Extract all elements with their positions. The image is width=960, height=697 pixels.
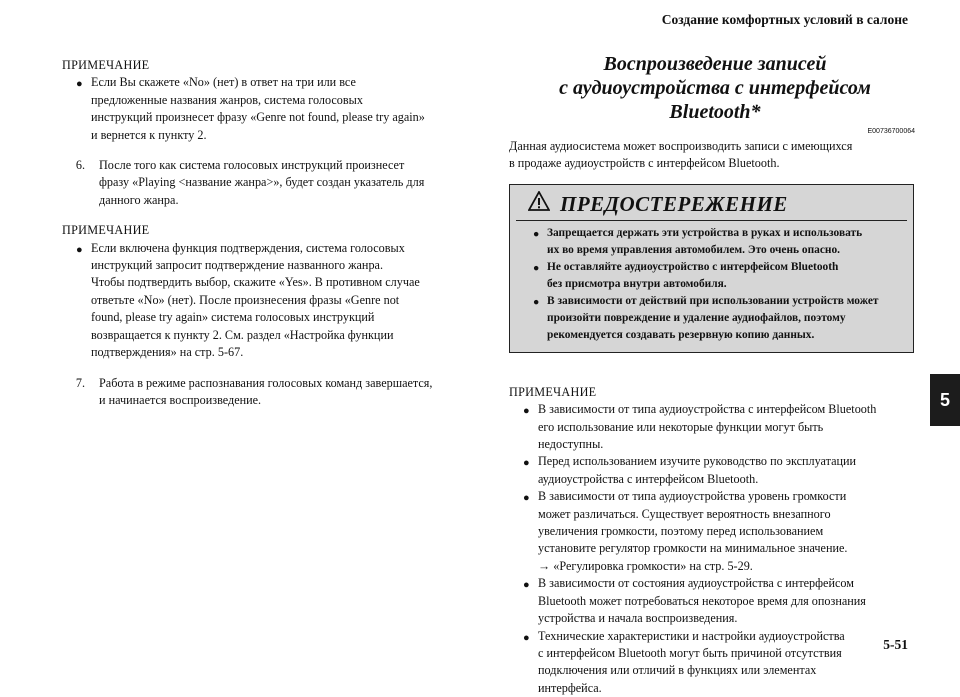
note-bullet bbox=[62, 74, 482, 144]
section-title-line: Воспроизведение записей bbox=[511, 52, 919, 76]
bullet-line: Bluetooth может потребоваться некоторое время для опознания bbox=[538, 593, 919, 610]
page-number: 5-51 bbox=[883, 637, 908, 653]
bullet-line: инструкций запросит подтверждение названного жанра. bbox=[91, 257, 482, 274]
bullet-line: установите регулятор громкости на минимальное значение. bbox=[538, 540, 919, 557]
intro-paragraph bbox=[509, 138, 919, 173]
step-line: Работа в режиме распознавания голосовых команд завершается, bbox=[91, 375, 482, 392]
note-section bbox=[509, 384, 919, 697]
bullet-line: Если Вы скажете «No» (нет) в ответ на три или все bbox=[91, 74, 482, 91]
section-code: E00736700064 bbox=[509, 127, 915, 136]
bullet-line: может различаться. Существует вероятность внезапного bbox=[538, 506, 919, 523]
bullet-line: интерфейса. bbox=[538, 680, 919, 697]
bullet-line: его использование или некоторые функции могут быть bbox=[538, 419, 919, 436]
warning-line: рекомендуется создавать резервную копию данных. bbox=[547, 327, 907, 344]
note-label: ПРИМЕЧАНИЕ bbox=[62, 57, 482, 74]
bullet-line: Чтобы подтвердить выбор, скажите «Yes». В противном случае bbox=[91, 274, 482, 291]
bullet-icon: ● bbox=[523, 403, 530, 420]
bullet-icon: ● bbox=[523, 455, 530, 472]
warning-line: Запрещается держать эти устройства в руках и использовать bbox=[547, 225, 907, 242]
bullet-line: устройства и начала воспроизведения. bbox=[538, 610, 919, 627]
bullet-line: подключения или отличий в функциях или элементах bbox=[538, 662, 919, 679]
warning-item bbox=[516, 225, 907, 259]
bullet-line: Если включена функция подтверждения, система голосовых bbox=[91, 240, 482, 257]
warning-line: Не оставляйте аудиоустройство с интерфейсом Bluetooth bbox=[547, 259, 907, 276]
step-7 bbox=[62, 375, 482, 410]
bullet-icon: ● bbox=[76, 242, 83, 259]
right-column bbox=[509, 52, 919, 697]
left-column bbox=[62, 57, 482, 409]
note-bullet bbox=[509, 575, 919, 627]
section-title-line: Bluetooth* bbox=[511, 100, 919, 124]
step-line: данного жанра. bbox=[91, 192, 482, 209]
bullet-icon: ● bbox=[533, 260, 539, 277]
note-bullet bbox=[509, 488, 919, 575]
warning-line: В зависимости от действий при использовании устройств может bbox=[547, 293, 907, 310]
warning-box bbox=[509, 184, 914, 353]
note-bullet bbox=[509, 628, 919, 697]
bullet-icon: ● bbox=[523, 630, 530, 647]
step-line: и начинается воспроизведение. bbox=[91, 392, 482, 409]
note-bullet bbox=[62, 240, 482, 362]
page-header-title: Создание комфортных условий в салоне bbox=[662, 12, 908, 28]
warning-item bbox=[516, 259, 907, 293]
step-6 bbox=[62, 157, 482, 209]
bullet-icon: ● bbox=[76, 76, 83, 93]
bullet-line: аудиоустройства с интерфейсом Bluetooth. bbox=[538, 471, 919, 488]
bullet-line: предложенные названия жанров, система голосовых bbox=[91, 92, 482, 109]
note-label: ПРИМЕЧАНИЕ bbox=[62, 222, 482, 239]
warning-line: без присмотра внутри автомобиля. bbox=[547, 276, 907, 293]
bullet-line: увеличения громкости, поэтому перед использованием bbox=[538, 523, 919, 540]
warning-item bbox=[516, 293, 907, 344]
bullet-line: подтверждения» на стр. 5-67. bbox=[91, 344, 482, 361]
warning-line: произойти повреждение и удаление аудиофайлов, поэтому bbox=[547, 310, 907, 327]
note-bullet bbox=[509, 401, 919, 453]
warning-line: их во время управления автомобилем. Это очень опасно. bbox=[547, 242, 907, 259]
note-label: ПРИМЕЧАНИЕ bbox=[509, 384, 919, 401]
step-line: фразу «Playing <название жанра>», будет создан указатель для bbox=[91, 174, 482, 191]
note-bullet bbox=[509, 453, 919, 488]
step-number: 7. bbox=[76, 375, 85, 392]
bullet-line: инструкций произнесет фразу «Genre not found, please try again» bbox=[91, 109, 482, 126]
step-number: 6. bbox=[76, 157, 85, 174]
intro-line: Данная аудиосистема может воспроизводить записи с имеющихся bbox=[509, 138, 919, 155]
section-title bbox=[511, 52, 919, 124]
bullet-line: Перед использованием изучите руководство по эксплуатации bbox=[538, 453, 919, 470]
chapter-tab: 5 bbox=[930, 374, 960, 426]
bullet-line: В зависимости от состояния аудиоустройства с интерфейсом bbox=[538, 575, 919, 592]
bullet-line: возвращается к пункту 2. См. раздел «Настройка функции bbox=[91, 327, 482, 344]
bullet-line: → «Регулировка громкости» на стр. 5-29. bbox=[538, 558, 919, 575]
bullet-line: found, please try again» система голосовых инструкций bbox=[91, 309, 482, 326]
bullet-line: Технические характеристики и настройки аудиоустройства bbox=[538, 628, 919, 645]
bullet-line: В зависимости от типа аудиоустройства с интерфейсом Bluetooth bbox=[538, 401, 919, 418]
warning-title: ПРЕДОСТЕРЕЖЕНИЕ bbox=[560, 191, 788, 217]
warning-header bbox=[528, 191, 907, 217]
bullet-line: недоступны. bbox=[538, 436, 919, 453]
bullet-line: В зависимости от типа аудиоустройства уровень громкости bbox=[538, 488, 919, 505]
section-title-line: с аудиоустройства с интерфейсом bbox=[511, 76, 919, 100]
bullet-icon: ● bbox=[523, 490, 530, 507]
bullet-line: с интерфейсом Bluetooth могут быть причиной отсутствия bbox=[538, 645, 919, 662]
bullet-icon: ● bbox=[523, 577, 530, 594]
bullet-icon: ● bbox=[533, 226, 539, 243]
step-line: После того как система голосовых инструкций произнесет bbox=[91, 157, 482, 174]
bullet-icon: ● bbox=[533, 294, 539, 311]
warning-triangle-icon bbox=[528, 191, 550, 216]
intro-line: в продаже аудиоустройств с интерфейсом Bluetooth. bbox=[509, 155, 919, 172]
bullet-line: ответьте «No» (нет). После произнесения фразы «Genre not bbox=[91, 292, 482, 309]
bullet-line: и вернется к пункту 2. bbox=[91, 127, 482, 144]
